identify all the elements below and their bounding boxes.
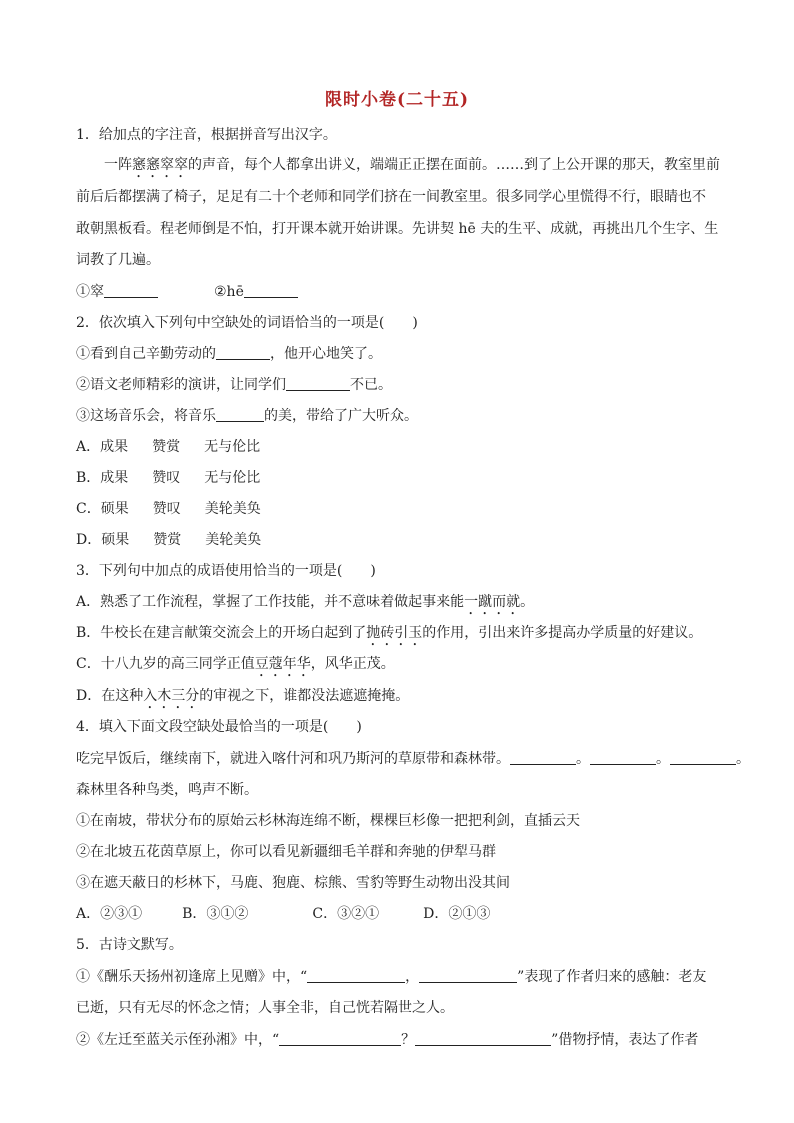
option-word: 成果: [100, 470, 129, 486]
q2-sentence-3: [76, 406, 418, 426]
option-text: 的审视之下，谁都没法遮遮掩掩。: [199, 688, 410, 704]
q2-option-c[interactable]: [76, 499, 261, 519]
option-word: 赞叹: [152, 501, 181, 517]
option-letter: B．: [76, 470, 101, 486]
dotted-idiom: 抛砖引玉: [366, 625, 423, 641]
q4-option-b[interactable]: B．③①②: [182, 906, 249, 922]
q4-option-d[interactable]: D．②①③: [423, 906, 491, 922]
q1-answer-label-1: ①窣: [76, 284, 104, 300]
q4-option-c[interactable]: C．③②①: [312, 906, 380, 922]
option-text: A．熟悉了工作流程，掌握了工作技能，并不意味着做起事来能: [76, 594, 465, 610]
q4-text: 。: [576, 751, 590, 767]
answer-blank[interactable]: [415, 1031, 551, 1046]
q5-line-2: 已逝，只有无尽的怀念之情；人事全非，自己恍若隔世之人。: [76, 1000, 454, 1016]
q2-text: 的美，带给了广大听众。: [264, 408, 418, 424]
q5-line-1: [76, 967, 706, 987]
option-word: 赞赏: [152, 439, 181, 455]
q2-text: ②语文老师精彩的演讲，让同学们: [76, 377, 286, 393]
q1-text: 的声音，每个人都拿出讲义，端端正正摆在面前。……到了上公开课的那天，教室里前: [188, 157, 720, 173]
option-word: 硕果: [101, 532, 130, 548]
q4-text: 。: [656, 751, 670, 767]
q2-sentence-2: [76, 375, 392, 395]
answer-blank[interactable]: [279, 1031, 401, 1046]
q1-passage-line-3: 敢朝黑板看。程老师倒是不怕，打开课本就开始讲课。先讲契 hē 夫的生平、成就，再挑出几个生字、生: [76, 221, 719, 237]
q1-answer-label-2: ②hē: [214, 284, 244, 300]
q2-text: ①看到自己辛勤劳动的: [76, 346, 216, 362]
option-word: 美轮美奂: [204, 501, 261, 517]
q5-text: ②《左迁至蓝关示侄孙湘》中，“: [76, 1032, 280, 1048]
q2-text: 不已。: [350, 377, 392, 393]
q3-option-c[interactable]: [76, 654, 395, 680]
dotted-idiom: 入木三分: [143, 688, 200, 704]
option-letter: D．: [76, 532, 102, 548]
option-letter: A．: [76, 439, 101, 455]
answer-blank[interactable]: [510, 750, 576, 765]
q5-text: ”借物抒情，表达了作者: [551, 1032, 699, 1048]
q5-text: ①《酬乐天扬州初逢席上见赠》中，“: [76, 969, 308, 985]
q4-text: 。: [736, 751, 750, 767]
option-text: B．牛校长在建言献策交流会上的开场白起到了: [76, 625, 367, 641]
answer-blank[interactable]: [307, 968, 405, 983]
q3-option-a[interactable]: [76, 592, 534, 618]
q4-sentence-1: ①在南坡，带状分布的原始云杉林海连绵不断，棵棵巨杉像一把把利剑，直插云天: [76, 813, 580, 829]
q1-answer-row: [76, 282, 298, 302]
q3-option-b[interactable]: [76, 623, 702, 649]
q2-option-b[interactable]: [76, 468, 260, 488]
q4-sentence-2: ②在北坡五花茵草原上，你可以看见新疆细毛羊群和奔驰的伊犁马群: [76, 844, 496, 860]
answer-blank[interactable]: [419, 968, 517, 983]
q1-dotted-word: 窸窸窣窣: [132, 157, 188, 173]
option-word: 美轮美奂: [205, 532, 262, 548]
q4-sentence-3: ③在遮天蔽日的杉林下，马鹿、狍鹿、棕熊、雪豹等野生动物出没其间: [76, 875, 510, 891]
answer-blank[interactable]: [670, 750, 736, 765]
q4-prompt: 4．填入下面文段空缺处最恰当的一项是( ): [76, 719, 362, 735]
q1-passage-line-4: 词教了几遍。: [76, 252, 160, 268]
q2-prompt: 2．依次填入下列句中空缺处的词语恰当的一项是( ): [76, 315, 418, 331]
option-word: 无与伦比: [204, 470, 261, 486]
q2-option-a[interactable]: [76, 437, 260, 457]
option-text: 的作用，引出来许多提高办学质量的好建议。: [422, 625, 703, 641]
answer-blank[interactable]: [286, 376, 350, 391]
q5-text: ？: [401, 1032, 416, 1048]
dotted-idiom: 豆蔻年华: [254, 656, 311, 672]
q1-text: 一阵: [104, 157, 132, 173]
q3-option-d[interactable]: [76, 686, 409, 712]
q3-prompt: 3．下列句中加点的成语使用恰当的一项是( ): [76, 563, 376, 579]
option-word: 硕果: [100, 501, 129, 517]
q2-option-d[interactable]: [76, 530, 261, 550]
q4-option-a[interactable]: A．②③①: [76, 906, 143, 922]
q4-passage-line-2: 森林里各种鸟类，鸣声不断。: [76, 782, 258, 798]
answer-blank[interactable]: [216, 407, 264, 422]
answer-blank[interactable]: [216, 345, 270, 360]
answer-blank[interactable]: [590, 750, 656, 765]
q5-line-3: [76, 1030, 698, 1050]
option-text: 。: [520, 594, 535, 610]
answer-blank[interactable]: [104, 283, 158, 298]
option-text: D．在这种: [76, 688, 144, 704]
q1-passage-line-2: 前后后都摆满了椅子，足足有二十个老师和同学们挤在一间教室里。很多同学心里慌得不行，眼睛也不: [76, 189, 706, 205]
option-word: 成果: [100, 439, 129, 455]
q5-text: ”表现了作者归来的感触：老友: [517, 969, 707, 985]
option-word: 赞赏: [153, 532, 182, 548]
q4-text: 吃完早饭后，继续南下，就进入喀什河和巩乃斯河的草原带和森林带。: [76, 751, 510, 767]
option-letter: C．: [76, 501, 101, 517]
option-word: 赞叹: [152, 470, 181, 486]
page-title: 限时小卷(二十五): [324, 90, 470, 110]
q2-sentence-1: [76, 344, 382, 364]
q2-text: ③这场音乐会，将音乐: [76, 408, 216, 424]
q1-passage-line-1: [104, 155, 720, 181]
q2-text: ，他开心地笑了。: [270, 346, 382, 362]
option-text: ，风华正茂。: [310, 656, 395, 672]
dotted-idiom: 一蹴而就: [464, 594, 521, 610]
answer-blank[interactable]: [244, 283, 298, 298]
q5-prompt: 5．古诗文默写。: [76, 937, 183, 953]
option-word: 无与伦比: [204, 439, 261, 455]
q4-passage-line-1: [76, 749, 750, 769]
option-text: C．十八九岁的高三同学正值: [76, 656, 255, 672]
q1-prompt: 1．给加点的字注音，根据拼音写出汉字。: [76, 127, 337, 143]
q5-text: ，: [405, 969, 420, 985]
q4-options-row: [76, 904, 490, 924]
